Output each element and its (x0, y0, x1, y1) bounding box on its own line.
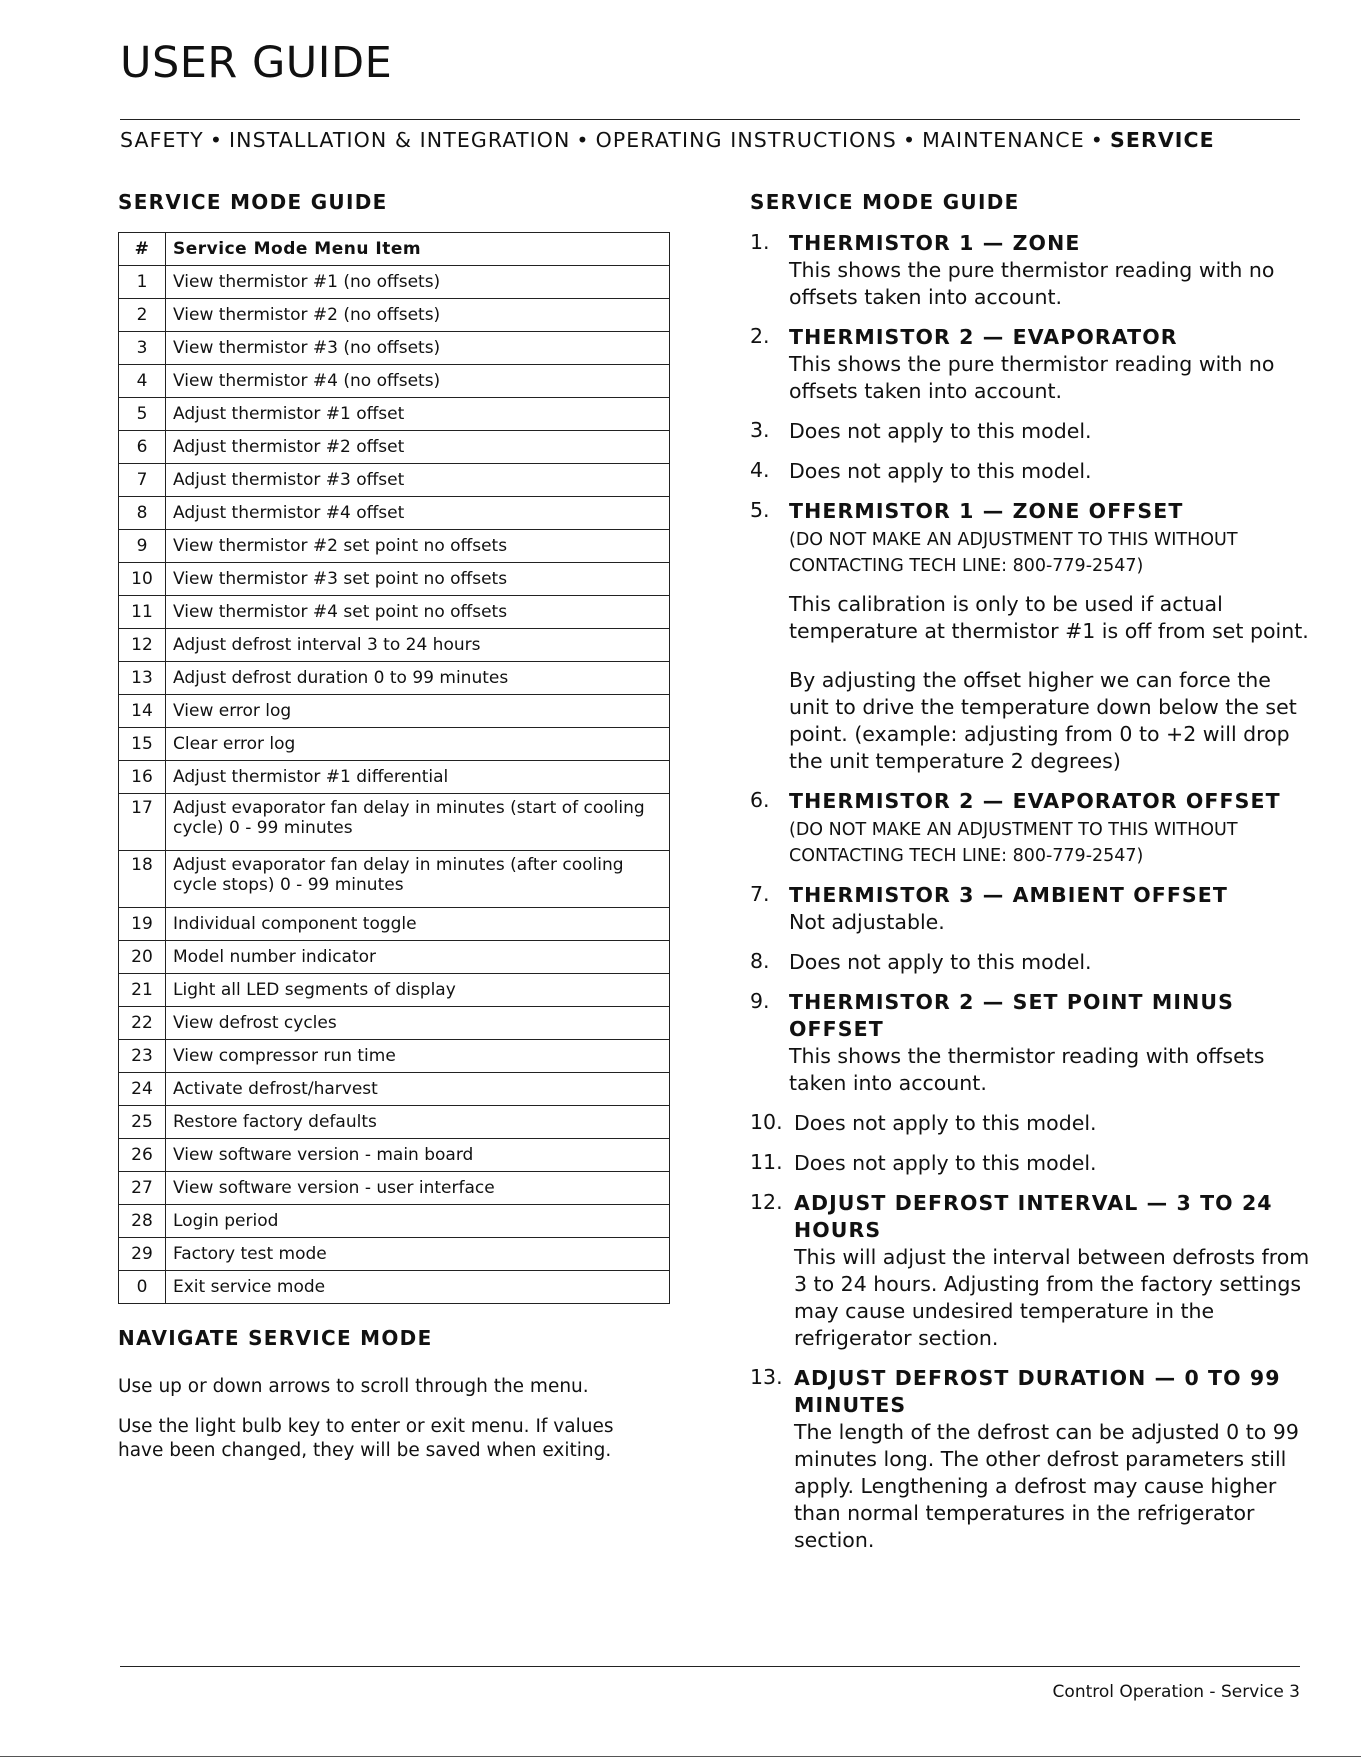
row-item: View software version - user interface (166, 1172, 670, 1205)
row-number: 9 (119, 530, 166, 563)
table-row (119, 365, 670, 398)
row-item: Model number indicator (166, 941, 670, 974)
table-row (119, 1205, 670, 1238)
row-number: 0 (119, 1271, 166, 1304)
table-row (119, 1271, 670, 1304)
guide-item-body: Does not apply to this model. (789, 459, 1092, 483)
row-item: View thermistor #2 (no offsets) (166, 299, 670, 332)
row-number: 22 (119, 1007, 166, 1040)
guide-item-number: 7. (750, 882, 770, 906)
service-menu-table (118, 232, 670, 1304)
table-row (119, 530, 670, 563)
guide-item-number: 10. (750, 1110, 783, 1134)
guide-item-warning: (DO NOT MAKE AN ADJUSTMENT TO THIS WITHOUT CONTACTING TECH LINE: 800-779-2547) (789, 820, 1238, 866)
guide-item-warning: (DO NOT MAKE AN ADJUSTMENT TO THIS WITHOUT CONTACTING TECH LINE: 800-779-2547) (789, 530, 1238, 576)
guide-item-heading: THERMISTOR 1 — ZONE OFFSET (789, 499, 1184, 523)
section-nav (120, 128, 1300, 152)
row-item: Exit service mode (166, 1271, 670, 1304)
table-row (119, 1172, 670, 1205)
guide-item (750, 458, 1310, 485)
table-row (119, 1238, 670, 1271)
row-item: Adjust thermistor #1 differential (166, 761, 670, 794)
table-row (119, 299, 670, 332)
guide-item-body-2: By adjusting the offset higher we can force the unit to drive the temperature down below the set point. (example: adjusting from 0 to +2 will drop the unit temperature 2 degrees) (789, 668, 1297, 773)
guide-item-number: 2. (750, 324, 770, 348)
guide-item (750, 418, 1310, 445)
guide-item-body: Does not apply to this model. (789, 419, 1092, 443)
navigate-heading: NAVIGATE SERVICE MODE (118, 1326, 433, 1350)
page-edge (0, 1756, 1361, 1757)
guide-item-body: This will adjust the interval between defrosts from 3 to 24 hours. Adjusting from the factory settings may cause undesired temperature in the refrigerator section. (794, 1245, 1310, 1350)
guide-item (750, 498, 1310, 775)
guide-item-heading: THERMISTOR 1 — ZONE (789, 231, 1081, 255)
table-row (119, 974, 670, 1007)
guide-item-number: 9. (750, 989, 770, 1013)
guide-item-body: Does not apply to this model. (794, 1111, 1097, 1135)
nav-separator: • (902, 128, 917, 152)
guide-item-number: 11. (750, 1150, 783, 1174)
guide-item-body: This calibration is only to be used if actual temperature at thermistor #1 is off from set point. (789, 592, 1309, 643)
row-item: Adjust defrost interval 3 to 24 hours (166, 629, 670, 662)
guide-item-heading: THERMISTOR 2 — SET POINT MINUS OFFSET (789, 990, 1234, 1041)
table-row (119, 431, 670, 464)
row-item: Adjust defrost duration 0 to 99 minutes (166, 662, 670, 695)
table-row (119, 941, 670, 974)
navigate-paragraph-1: Use up or down arrows to scroll through the menu. (118, 1376, 589, 1397)
guide-item-body: This shows the pure thermistor reading with no offsets taken into account. (789, 258, 1275, 309)
row-number: 17 (119, 794, 166, 851)
row-item: Adjust evaporator fan delay in minutes (after cooling cycle stops) 0 - 99 minutes (166, 851, 670, 908)
row-item: Activate defrost/harvest (166, 1073, 670, 1106)
row-number: 21 (119, 974, 166, 1007)
guide-item-number: 4. (750, 458, 770, 482)
guide-item (750, 788, 1310, 869)
header-rule (120, 119, 1300, 120)
guide-item (750, 1150, 1310, 1177)
row-item: Factory test mode (166, 1238, 670, 1271)
guide-item-heading: ADJUST DEFROST INTERVAL — 3 TO 24 HOURS (794, 1191, 1273, 1242)
row-item: Adjust thermistor #1 offset (166, 398, 670, 431)
row-number: 1 (119, 266, 166, 299)
guide-item-heading: THERMISTOR 3 — AMBIENT OFFSET (789, 883, 1228, 907)
guide-item-heading: THERMISTOR 2 — EVAPORATOR OFFSET (789, 789, 1281, 813)
table-row (119, 398, 670, 431)
column-header-item: Service Mode Menu Item (166, 233, 670, 266)
row-number: 19 (119, 908, 166, 941)
guide-item-body: The length of the defrost can be adjusted 0 to 99 minutes long. The other defrost parameters still apply. Lengthening a defrost may cause higher than normal temperatures in the refrigerator section. (794, 1420, 1299, 1552)
guide-item-body: Not adjustable. (789, 910, 945, 934)
table-row (119, 695, 670, 728)
guide-item-number: 1. (750, 230, 770, 254)
row-item: Restore factory defaults (166, 1106, 670, 1139)
row-number: 10 (119, 563, 166, 596)
table-row (119, 851, 670, 908)
table-row (119, 1040, 670, 1073)
guide-item-body: This shows the pure thermistor reading with no offsets taken into account. (789, 352, 1275, 403)
row-item: View thermistor #2 set point no offsets (166, 530, 670, 563)
table-row (119, 728, 670, 761)
row-item: View compressor run time (166, 1040, 670, 1073)
row-number: 11 (119, 596, 166, 629)
row-item: View thermistor #3 set point no offsets (166, 563, 670, 596)
guide-item-body: Does not apply to this model. (789, 950, 1092, 974)
page-footer: Control Operation - Service 3 (1052, 1682, 1300, 1702)
row-number: 29 (119, 1238, 166, 1271)
row-item: Adjust thermistor #2 offset (166, 431, 670, 464)
row-number: 4 (119, 365, 166, 398)
guide-list (750, 230, 1310, 1554)
nav-safety: SAFETY (120, 128, 204, 152)
row-number: 27 (119, 1172, 166, 1205)
navigate-paragraph-2: Use the light bulb key to enter or exit menu. If values have been changed, they will be saved when exiting. (118, 1416, 614, 1461)
table-row (119, 1139, 670, 1172)
guide-item-number: 13. (750, 1365, 783, 1389)
table-row (119, 1007, 670, 1040)
guide-item (750, 882, 1310, 936)
right-column (750, 190, 1310, 1567)
nav-maintenance: MAINTENANCE (922, 128, 1085, 152)
left-column (118, 190, 670, 1463)
row-number: 23 (119, 1040, 166, 1073)
table-row (119, 908, 670, 941)
guide-item (750, 230, 1310, 311)
row-number: 18 (119, 851, 166, 908)
row-item: View thermistor #1 (no offsets) (166, 266, 670, 299)
table-row (119, 794, 670, 851)
nav-separator: • (576, 128, 590, 152)
row-number: 25 (119, 1106, 166, 1139)
guide-item-number: 3. (750, 418, 770, 442)
table-row (119, 464, 670, 497)
table-header-row (119, 233, 670, 266)
row-item: Light all LED segments of display (166, 974, 670, 1007)
row-number: 26 (119, 1139, 166, 1172)
row-number: 5 (119, 398, 166, 431)
nav-installation: INSTALLATION & INTEGRATION (229, 128, 571, 152)
row-item: View software version - main board (166, 1139, 670, 1172)
nav-service-active: SERVICE (1109, 128, 1215, 152)
table-row (119, 596, 670, 629)
guide-item (750, 1190, 1310, 1352)
guide-item (750, 324, 1310, 405)
row-item: Login period (166, 1205, 670, 1238)
row-item: View thermistor #4 (no offsets) (166, 365, 670, 398)
row-number: 7 (119, 464, 166, 497)
table-row (119, 1073, 670, 1106)
guide-item-body: Does not apply to this model. (794, 1151, 1097, 1175)
row-number: 6 (119, 431, 166, 464)
table-row (119, 497, 670, 530)
row-item: Adjust thermistor #3 offset (166, 464, 670, 497)
row-item: View error log (166, 695, 670, 728)
page-title: USER GUIDE (120, 38, 393, 88)
row-number: 12 (119, 629, 166, 662)
row-item: Adjust thermistor #4 offset (166, 497, 670, 530)
row-number: 13 (119, 662, 166, 695)
column-header-number: # (119, 233, 166, 266)
table-row (119, 662, 670, 695)
row-number: 3 (119, 332, 166, 365)
row-number: 14 (119, 695, 166, 728)
guide-item-number: 6. (750, 788, 770, 812)
table-row (119, 563, 670, 596)
table-body (119, 266, 670, 1304)
table-row (119, 266, 670, 299)
guide-item (750, 989, 1310, 1097)
row-number: 20 (119, 941, 166, 974)
row-number: 28 (119, 1205, 166, 1238)
row-number: 2 (119, 299, 166, 332)
row-number: 8 (119, 497, 166, 530)
table-row (119, 761, 670, 794)
table-row (119, 629, 670, 662)
nav-operating: OPERATING INSTRUCTIONS (595, 128, 897, 152)
row-number: 15 (119, 728, 166, 761)
row-item: View thermistor #3 (no offsets) (166, 332, 670, 365)
guide-item (750, 1110, 1310, 1137)
guide-item-heading: ADJUST DEFROST DURATION — 0 TO 99 MINUTES (794, 1366, 1281, 1417)
guide-item-body: This shows the thermistor reading with offsets taken into account. (789, 1044, 1265, 1095)
guide-item-heading: THERMISTOR 2 — EVAPORATOR (789, 325, 1178, 349)
guide-item (750, 1365, 1310, 1554)
guide-item (750, 949, 1310, 976)
nav-separator: • (209, 128, 224, 152)
row-number: 16 (119, 761, 166, 794)
footer-rule (120, 1666, 1300, 1667)
row-item: Clear error log (166, 728, 670, 761)
menu-table-heading: SERVICE MODE GUIDE (118, 190, 388, 214)
table-row (119, 1106, 670, 1139)
guide-item-number: 12. (750, 1190, 783, 1214)
table-row (119, 332, 670, 365)
row-item: Individual component toggle (166, 908, 670, 941)
row-item: View defrost cycles (166, 1007, 670, 1040)
guide-heading: SERVICE MODE GUIDE (750, 190, 1020, 214)
row-item: View thermistor #4 set point no offsets (166, 596, 670, 629)
row-item: Adjust evaporator fan delay in minutes (start of cooling cycle) 0 - 99 minutes (166, 794, 670, 851)
nav-separator: • (1090, 128, 1104, 152)
guide-item-number: 5. (750, 498, 770, 522)
guide-item-number: 8. (750, 949, 770, 973)
row-number: 24 (119, 1073, 166, 1106)
